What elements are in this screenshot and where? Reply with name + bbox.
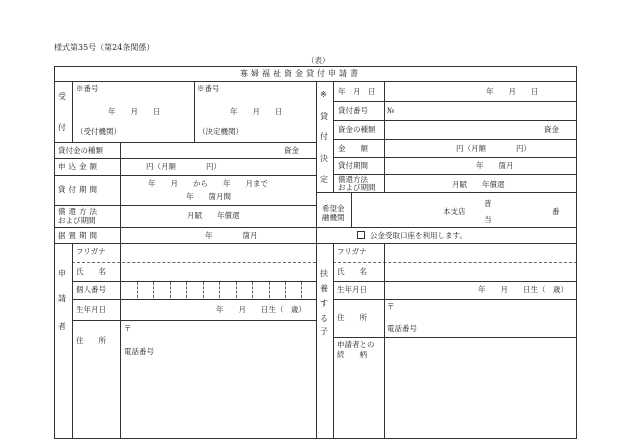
rule <box>333 139 577 140</box>
loan-number-label: 貸付番号 <box>338 106 368 115</box>
decision-amount-value: 円（月額 円） <box>456 144 531 153</box>
digit-divider <box>137 282 138 298</box>
dependent-vertical-label: す <box>320 299 328 308</box>
decision-repay-label-2: および期間 <box>338 183 376 192</box>
dependent-vertical-label: 子 <box>320 327 328 336</box>
rule <box>351 192 352 227</box>
decision-vertical-label: 貸 <box>320 112 328 121</box>
deferral-value: 年 箇月 <box>205 231 258 240</box>
account-type-current: 当 <box>484 215 492 224</box>
repay-label-2: および期間 <box>58 216 96 225</box>
applicant-furigana-label: フリガナ <box>76 247 106 256</box>
applicant-birth-label: 生年月日 <box>76 305 106 314</box>
dependent-address-label: 住 所 <box>337 313 367 322</box>
digit-divider <box>285 282 286 298</box>
period-value-1: 年 月 から 年 月まで <box>148 179 268 188</box>
dependent-postal-mark: 〒 <box>387 302 395 311</box>
dependent-phone-label: 電話番号 <box>387 324 417 333</box>
rule <box>333 81 334 192</box>
rule <box>576 66 577 438</box>
digit-divider <box>170 282 171 298</box>
public-account-note: 公金受取口座を利用します。 <box>370 231 467 240</box>
rule <box>54 66 577 67</box>
dependent-birth-label: 生年月日 <box>337 285 367 294</box>
receipt-number-label: ※番号 <box>76 84 99 93</box>
rule <box>316 192 577 193</box>
rule <box>72 281 316 282</box>
rule <box>384 243 385 438</box>
loan-number-value: № <box>387 106 395 115</box>
decision-repay-value: 月賦 年償還 <box>452 180 505 189</box>
side-note: （表） <box>307 56 330 65</box>
rule <box>54 142 316 143</box>
digit-divider <box>186 282 187 298</box>
decision-fund-type-value: 資金 <box>544 125 559 134</box>
rule <box>333 243 334 438</box>
rule <box>54 158 316 159</box>
decision-vertical-label: 決 <box>320 154 328 163</box>
amount-label: 申込金額 <box>58 162 100 171</box>
bank-label: 希望金 <box>322 204 345 213</box>
rule <box>333 174 577 175</box>
applicant-vertical-label: 者 <box>58 322 66 331</box>
relation-label: 申請者との <box>337 340 375 349</box>
account-number-label: 番 <box>552 207 560 216</box>
digit-divider <box>252 282 253 298</box>
dependent-name-label: 氏 名 <box>337 267 367 276</box>
rule <box>72 320 316 321</box>
decision-repay-label: 償還方法 <box>338 175 368 184</box>
decision-date-label: 年 月 日 <box>338 87 376 96</box>
rule <box>194 81 195 142</box>
deferral-label: 据置期間 <box>58 231 100 240</box>
rule <box>54 205 316 206</box>
decision-vertical-label: 定 <box>320 175 328 184</box>
dependent-vertical-label: 養 <box>320 284 328 293</box>
digit-divider <box>236 282 237 298</box>
digit-divider <box>301 282 302 298</box>
decision-period-value: 年 箇月 <box>476 161 514 170</box>
fund-type-value: 資金 <box>284 146 299 155</box>
bank-label-2: 融機関 <box>322 213 345 222</box>
applicant-name-label: 氏 名 <box>76 267 106 276</box>
decision-amount-label: 金 額 <box>338 144 368 153</box>
digit-divider <box>269 282 270 298</box>
rule <box>333 157 577 158</box>
branch-label: 本支店 <box>443 207 466 216</box>
dependent-vertical-label: る <box>320 314 328 323</box>
public-account-checkbox[interactable] <box>357 231 365 239</box>
rule <box>72 81 73 142</box>
applicant-birth-value: 年 月 日生（ 歳） <box>216 305 306 314</box>
rule <box>72 243 73 438</box>
repay-label: 償還方法 <box>58 207 100 216</box>
receipt-date: 年 月 日 <box>108 107 161 116</box>
digit-divider <box>203 282 204 298</box>
repay-value: 月賦 年償還 <box>187 211 240 220</box>
dashed-rule <box>72 262 316 263</box>
account-type-ordinary: 普 <box>484 199 492 208</box>
rule <box>316 81 317 438</box>
rule <box>384 81 385 192</box>
period-label: 貸付期間 <box>58 185 100 194</box>
decision-date: 年 月 日 <box>230 107 283 116</box>
rule <box>333 337 577 338</box>
fund-type-label: 貸付金の種類 <box>58 146 103 155</box>
applicant-vertical-label: 請 <box>58 294 66 303</box>
decision-date-value: 年 月 日 <box>486 87 539 96</box>
amount-value: 円（月額 円） <box>146 162 221 171</box>
dependent-birth-value: 年 月 日生（ 歳） <box>478 285 568 294</box>
decision-vertical-label: ※ <box>320 90 327 99</box>
decision-number-label: ※番号 <box>197 84 220 93</box>
rule <box>333 120 577 121</box>
decision-period-label: 貸付期間 <box>338 161 368 170</box>
rule <box>54 66 55 438</box>
relation-label-2: 続 柄 <box>337 350 367 359</box>
applicant-id-label: 個人番号 <box>76 285 106 294</box>
decision-vertical-label: 付 <box>320 132 328 141</box>
rule <box>333 281 577 282</box>
decision-office: （決定機関） <box>198 127 243 136</box>
rule <box>120 243 121 438</box>
dashed-rule <box>333 262 577 263</box>
digit-divider <box>219 282 220 298</box>
dependent-furigana-label: フリガナ <box>337 247 367 256</box>
receipt-office: （受付機関） <box>76 127 121 136</box>
rule <box>333 101 577 102</box>
form-title: 寡婦福祉資金貸付申請書 <box>240 69 361 78</box>
rule <box>72 299 316 300</box>
dependent-vertical-label: 扶 <box>320 269 328 278</box>
form-reference: 様式第35号（第24条関係） <box>54 43 155 52</box>
decision-fund-type-label: 資金の種類 <box>338 125 376 134</box>
receipt-label: 付 <box>58 123 66 132</box>
applicant-vertical-label: 申 <box>58 269 66 278</box>
period-value-2: 年 箇月間 <box>186 192 231 201</box>
rule <box>54 175 316 176</box>
applicant-address-label: 住 所 <box>76 336 106 345</box>
receipt-label: 受 <box>58 92 66 101</box>
rule <box>120 142 121 243</box>
applicant-phone-label: 電話番号 <box>124 347 154 356</box>
digit-divider <box>153 282 154 298</box>
applicant-postal-mark: 〒 <box>124 324 132 333</box>
rule <box>333 299 577 300</box>
